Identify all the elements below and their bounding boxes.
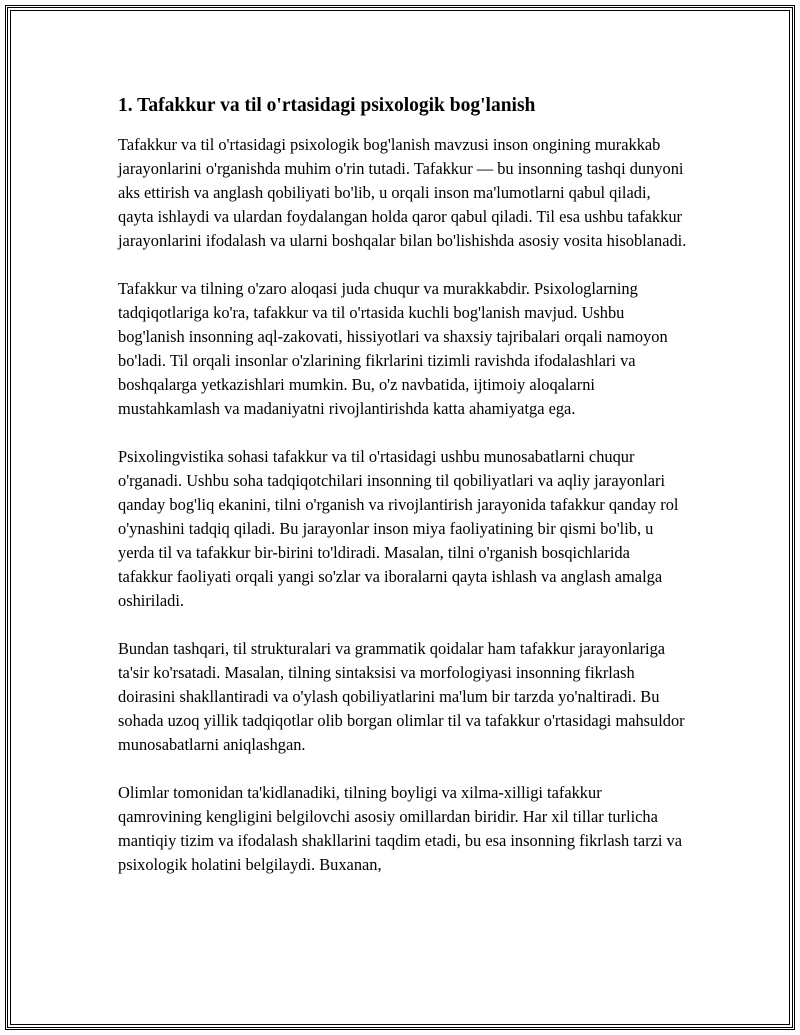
- document-body: [118, 93, 688, 901]
- paragraph-2: Tafakkur va tilning o'zaro aloqasi juda chuqur va murakkabdir. Psixologlarning tadqiqotlariga ko'ra, tafakkur va til o'rtasida kuchli bog'lanish mavjud. Ushbu bog'lanish insonning aql-zakovati, hissiyotlari va shaxsiy tajribalari orqali namoyon bo'ladi. Til orqali insonlar o'zlarining fikrlarini tizimli ravishda ifodalashlari va boshqalarga yetkazishlari mumkin. Bu, o'z navbatida, ijtimoiy aloqalarni mustahkamlash va madaniyatni rivojlantirishda katta ahamiyatga ega.: [118, 279, 668, 418]
- paragraph-5: Olimlar tomonidan ta'kidlanadiki, tilning boyligi va xilma-xilligi tafakkur qamrovining kengligini belgilovchi asosiy omillardan biridir. Har xil tillar turlicha mantiqiy tizim va ifodalash shakllarini taqdim etadi, bu esa insonning fikrlash tarzi va psixologik holatini belgilaydi. Buxanan,: [118, 783, 682, 874]
- paragraph-3: Psixolingvistika sohasi tafakkur va til o'rtasidagi ushbu munosabatlarni chuqur o'rganadi. Ushbu soha tadqiqotchilari insonning til qobiliyatlari va aqliy jarayonlari qanday bog'liq ekanini, tilni o'rganish va rivojlantirish jarayonida tafakkur qanday rol o'ynashini tadqiq qiladi. Bu jarayonlar inson miya faoliyatining bir qismi bo'lib, u yerda til va tafakkur bir-birini to'ldiradi. Masalan, tilni o'rganish bosqichlarida tafakkur faoliyati orqali yangi so'zlar va iboralarni qayta ishlash va anglash amalga oshiriladi.: [118, 447, 679, 610]
- paragraph-1: Tafakkur va til o'rtasidagi psixologik bog'lanish mavzusi inson ongining murakkab jarayonlarini o'rganishda muhim o'rin tutadi. Tafakkur — bu insonning tashqi dunyoni aks ettirish va anglash qobiliyati bo'lib, u orqali inson ma'lumotlarni qabul qiladi, qayta ishlaydi va ulardan foydalangan holda qaror qabul qiladi. Til esa ushbu tafakkur jarayonlarini ifodalash va ularni boshqalar bilan bo'lishishda asosiy vosita hisoblanadi.: [118, 135, 687, 250]
- section-heading: 1. Tafakkur va til o'rtasidagi psixologik bog'lanish: [118, 95, 536, 116]
- paragraph-4: Bundan tashqari, til strukturalari va grammatik qoidalar ham tafakkur jarayonlariga ta'sir ko'rsatadi. Masalan, tilning sintaksisi va morfologiyasi insonning fikrlash doirasini shakllantiradi va o'ylash qobiliyatlarini ma'lum bir tarzda yo'naltiradi. Bu sohada uzoq yillik tadqiqotlar olib borgan olimlar til va tafakkur o'rtasidagi mahsuldor munosabatlarni aniqlashgan.: [118, 639, 685, 754]
